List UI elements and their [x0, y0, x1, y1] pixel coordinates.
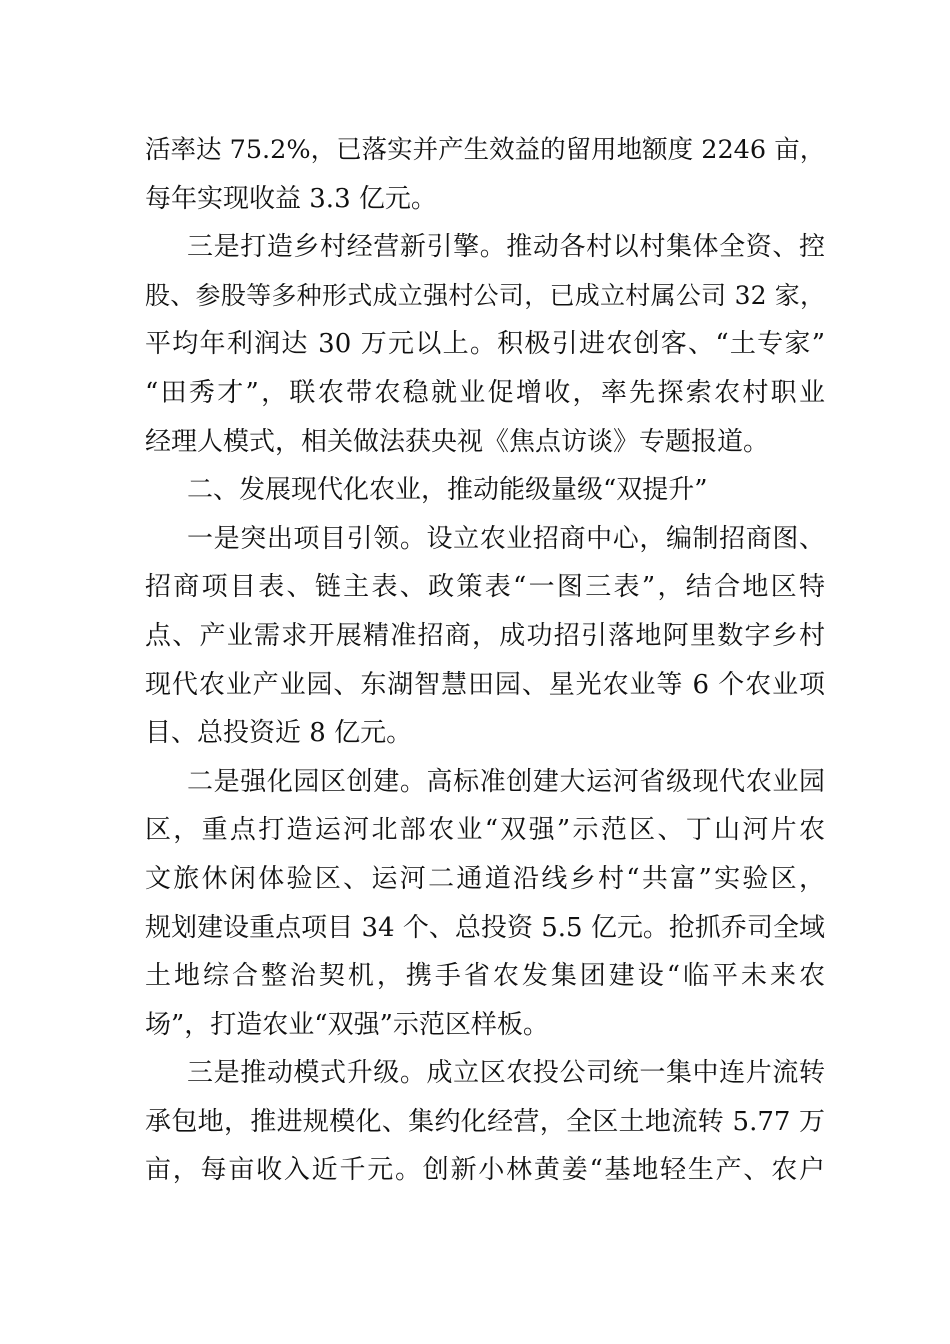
paragraph-line: 文旅休闲体验区、运河二通道沿线乡村“共富”实验区，	[145, 863, 825, 894]
paragraph-line: 规划建设重点项目 34 个、总投资 5.5 亿元。抢抓乔司全域	[145, 912, 825, 943]
paragraph-line: 亩，每亩收入近千元。创新小林黄姜“基地轻生产、农户	[145, 1155, 825, 1186]
paragraph-line: 场”，打造农业“双强”示范区样板。	[145, 1009, 549, 1040]
paragraph-line: 经理人模式，相关做法获央视《焦点访谈》专题报道。	[145, 426, 770, 457]
paragraph-line: 每年实现收益 3.3 亿元。	[145, 183, 437, 214]
document-body	[145, 126, 825, 1195]
paragraph-line: 土地综合整治契机，携手省农发集团建设“临平未来农	[145, 961, 825, 992]
paragraph-line: 股、参股等多种形式成立强村公司，已成立村属公司 32 家，	[145, 280, 825, 310]
paragraph-line: “田秀才”，联农带农稳就业促增收，率先探索农村职业	[145, 377, 825, 408]
section-heading: 二、发展现代化农业，推动能级量级“双提升”	[187, 475, 708, 506]
paragraph-line: 区，重点打造运河北部农业“双强”示范区、丁山河片农	[145, 815, 825, 846]
paragraph-line: 点、产业需求开展精准招商，成功招引落地阿里数字乡村	[145, 620, 825, 651]
paragraph-line: 平均年利润达 30 万元以上。积极引进农创客、“土专家”	[145, 329, 825, 360]
paragraph-line: 承包地，推进规模化、集约化经营，全区土地流转 5.77 万	[145, 1106, 825, 1137]
paragraph-line: 目、总投资近 8 亿元。	[145, 718, 413, 749]
paragraph-line: 三是打造乡村经营新引擎。推动各村以村集体全资、控	[187, 232, 825, 263]
paragraph-line: 二是强化园区创建。高标准创建大运河省级现代农业园	[187, 766, 825, 797]
paragraph-line: 现代农业产业园、东湖智慧田园、星光农业等 6 个农业项	[145, 669, 825, 700]
paragraph-line: 一是突出项目引领。设立农业招商中心，编制招商图、	[187, 523, 825, 554]
paragraph-line: 三是推动模式升级。成立区农投公司统一集中连片流转	[187, 1058, 825, 1089]
paragraph-line: 活率达 75.2%，已落实并产生效益的留用地额度 2246 亩，	[145, 135, 826, 165]
paragraph-line: 招商项目表、链主表、政策表“一图三表”，结合地区特	[145, 572, 825, 603]
